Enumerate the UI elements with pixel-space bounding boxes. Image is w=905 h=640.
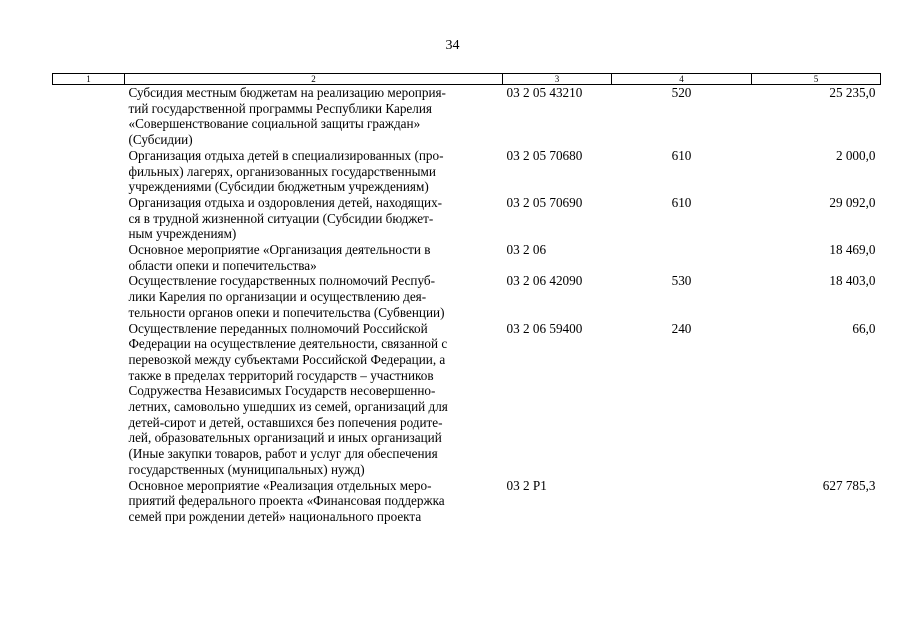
target-code-cell: 03 2 06 59400 — [506, 320, 583, 336]
table-header — [53, 74, 881, 85]
description-cell: Организация отдыха детей в специализированных (про- фильных) лагерях, организованных государственными учреждениями (Субсидии бюджетным учреждениям) — [128, 147, 444, 195]
expense-kind-cell — [612, 242, 752, 273]
target-code-cell: 03 2 05 43210 — [506, 85, 583, 100]
description-cell: Субсидия местным бюджетам на реализацию мероприя- тий государственной программы Республики Карелия «Совершенствование социальной защиты граждан» (Субсидии) — [128, 85, 446, 148]
row-index-cell — [53, 478, 125, 525]
expense-kind-cell: 610 — [671, 147, 692, 163]
amount-cell: 18 469,0 — [829, 242, 876, 258]
row-index-cell — [53, 242, 125, 273]
description-cell: Основное мероприятие «Реализация отдельных меро- приятий федерального проекта «Финансовая поддержка семей при рождении детей» национального проекта — [128, 477, 445, 524]
description-cell: Организация отдыха и оздоровления детей, находящих- ся в трудной жизненной ситуации (Субсидии бюджет- ным учреждениям) — [128, 194, 443, 242]
row-index-cell — [53, 321, 125, 478]
column-number-3: 3 — [503, 74, 612, 85]
column-number-1: 1 — [53, 74, 125, 85]
amount-cell: 29 092,0 — [829, 194, 876, 210]
target-code-cell: 03 2 Р1 — [506, 477, 547, 493]
description-cell: Осуществление государственных полномочий Респуб- лики Карелия по организации и осуществлению дея- тельности органов опеки и попечительства (Субвенции) — [128, 273, 445, 320]
header-row — [53, 74, 881, 85]
table-row — [53, 321, 881, 478]
target-code-cell: 03 2 06 — [506, 242, 547, 258]
table-row — [53, 478, 881, 525]
description-cell: Основное мероприятие «Организация деятельности в области опеки и попечительства» — [128, 242, 431, 273]
amount-cell: 2 000,0 — [835, 147, 876, 163]
column-number-2: 2 — [125, 74, 503, 85]
expense-kind-cell: 530 — [671, 273, 692, 289]
table-row — [53, 85, 881, 148]
page-number: 34 — [445, 38, 460, 53]
budget-table — [52, 73, 881, 525]
expense-kind-cell: 610 — [671, 194, 692, 210]
target-code-cell: 03 2 05 70680 — [506, 147, 583, 163]
column-number-4: 4 — [612, 74, 752, 85]
expense-kind-cell — [612, 478, 752, 525]
row-index-cell — [53, 148, 125, 195]
table-body — [53, 85, 881, 525]
table-row — [53, 242, 881, 273]
expense-kind-cell: 240 — [671, 320, 692, 336]
amount-cell: 66,0 — [852, 320, 876, 336]
table-row — [53, 195, 881, 242]
row-index-cell — [53, 195, 125, 242]
row-index-cell — [53, 85, 125, 148]
target-code-cell: 03 2 06 42090 — [506, 273, 583, 289]
amount-cell: 627 785,3 — [822, 477, 876, 493]
target-code-cell: 03 2 05 70690 — [506, 194, 583, 210]
column-number-5: 5 — [752, 74, 881, 85]
amount-cell: 18 403,0 — [829, 273, 876, 289]
amount-cell: 25 235,0 — [829, 85, 876, 100]
description-cell: Осуществление переданных полномочий Российской Федерации на осуществление деятельности, связанной с перевозкой между субъектами Российской Федерации, а также в пределах территорий государств – участников Содружества Независимых Государств несовершенно- летних, самовольно ушедших из семей, организаций для детей-сирот и детей, оставшихся без попечения родите- лей, образовательных организаций и иных организаций (Иные закупки товаров, работ и услуг для обеспечения государственных (муниципальных) нужд) — [128, 320, 448, 477]
expense-kind-cell: 520 — [671, 85, 692, 100]
row-index-cell — [53, 273, 125, 320]
table-row — [53, 148, 881, 195]
table-row — [53, 273, 881, 320]
